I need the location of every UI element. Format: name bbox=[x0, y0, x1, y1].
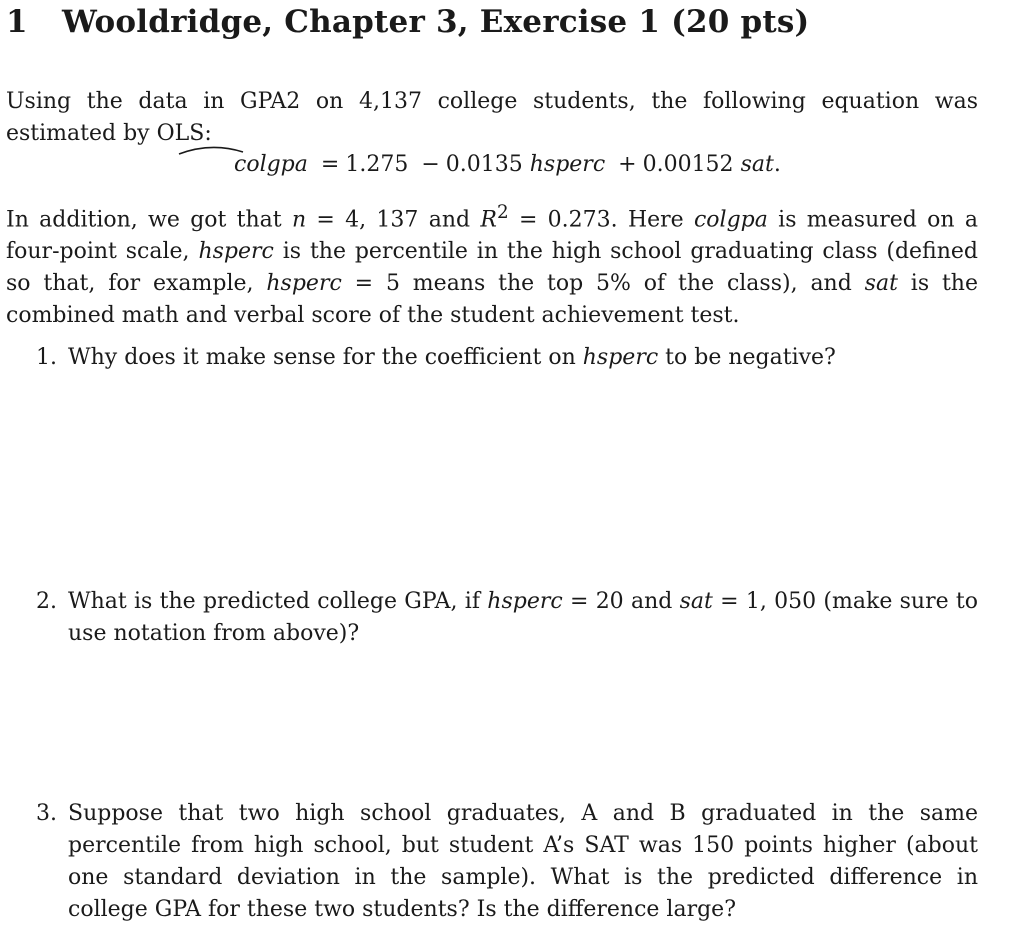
question-text-part: to be negative? bbox=[658, 345, 836, 370]
equation-equals: = bbox=[320, 152, 340, 177]
regression-equation bbox=[234, 149, 781, 181]
equation-var2: sat bbox=[740, 152, 774, 177]
hsperc-variable: hsperc bbox=[487, 589, 563, 614]
n-variable: n bbox=[291, 207, 307, 233]
question-2 bbox=[36, 586, 978, 650]
question-text bbox=[68, 342, 978, 374]
r-squared-exponent: 2 bbox=[496, 202, 509, 223]
equation-lhs: colgpa bbox=[234, 152, 308, 177]
colgpa-variable: colgpa bbox=[693, 207, 768, 233]
sat-variable: sat bbox=[679, 589, 713, 614]
sat-variable: sat bbox=[864, 271, 898, 297]
question-number: 2. bbox=[36, 589, 57, 614]
question-text-part: Why does it make sense for the coefficient on bbox=[68, 345, 583, 370]
equation-minus: − bbox=[421, 152, 440, 177]
details-paragraph bbox=[6, 197, 978, 332]
r-squared-value-text: = 0.273. Here bbox=[508, 207, 694, 233]
question-text-part: = 1, 050 (make sure to use notation from above)? bbox=[68, 589, 978, 646]
equation-end: . bbox=[773, 152, 781, 177]
intro-paragraph: Using the data in GPA2 on 4,137 college students, the following equation was estimated by OLS: bbox=[6, 89, 978, 146]
section-number: 1 bbox=[6, 4, 28, 40]
question-3 bbox=[36, 798, 978, 926]
question-text-part: = 20 and bbox=[562, 589, 680, 614]
details-text-1: In addition, we got that bbox=[6, 207, 292, 233]
hsperc-variable: hsperc bbox=[198, 239, 274, 265]
equation-intercept: 1.275 bbox=[345, 152, 409, 177]
r-squared-variable: R bbox=[480, 207, 497, 233]
equation-var1: hsperc bbox=[529, 152, 606, 177]
section-title: Wooldridge, Chapter 3, Exercise 1 (20 pts) bbox=[62, 4, 810, 40]
question-number: 3. bbox=[36, 801, 57, 826]
equation-coef1: 0.0135 bbox=[445, 152, 523, 177]
equation-plus: + bbox=[618, 152, 637, 177]
question-text-part: What is the predicted college GPA, if bbox=[68, 589, 488, 614]
n-value-text: = 4, 137 and bbox=[306, 207, 481, 233]
question-1 bbox=[36, 342, 978, 374]
details-text-5: is the combined math and verbal score of the student achievement test. bbox=[6, 271, 978, 329]
equation-coef2: 0.00152 bbox=[642, 152, 734, 177]
question-number: 1. bbox=[36, 345, 57, 370]
details-text-3: is the percentile in the high school graduating class (defined so that, for example, bbox=[6, 239, 978, 297]
question-text bbox=[68, 586, 978, 650]
hsperc-variable: hsperc bbox=[582, 345, 659, 370]
details-text-4: = 5 means the top 5% of the class), and bbox=[341, 271, 865, 297]
hsperc-variable-2: hsperc bbox=[266, 271, 342, 297]
section-heading bbox=[6, 4, 809, 40]
question-text: Suppose that two high school graduates, A and B graduated in the same percentile from high school, but student A’s SAT was 150 points higher (about one standard deviation in the sample). What is the predicted difference in college GPA for these two students? Is the difference large? bbox=[68, 801, 978, 922]
details-text-2: is measured on a four-point scale, bbox=[6, 207, 978, 265]
